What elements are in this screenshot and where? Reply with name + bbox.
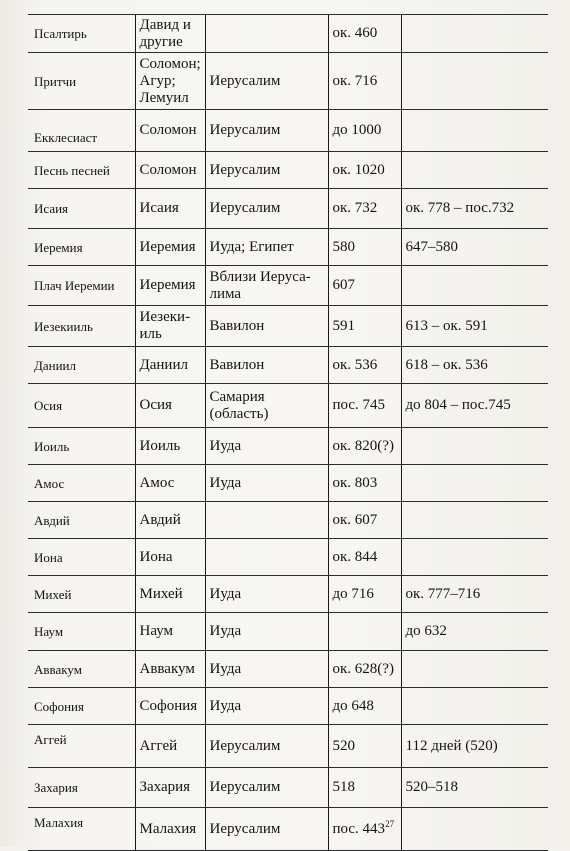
date-span: [401, 152, 548, 189]
place: Иерусалим: [205, 189, 328, 229]
date-written-text: пос. 443: [332, 820, 386, 837]
book-name: Наум: [28, 613, 135, 651]
date-written: [328, 808, 401, 851]
author: Иона: [135, 539, 205, 576]
footnote-ref: 27: [385, 818, 395, 829]
bible-books-table: [28, 14, 548, 851]
author: Соломон; Агур; Лемуил: [135, 53, 205, 110]
date-written: ок. 716: [328, 53, 401, 110]
place: Иерусалим: [205, 725, 328, 768]
table-row: [28, 688, 548, 725]
date-span: [401, 465, 548, 502]
table-row: [28, 229, 548, 266]
author: Аггей: [135, 725, 205, 768]
book-name: Михей: [28, 576, 135, 613]
author: Даниил: [135, 347, 205, 384]
place: Иуда: [205, 651, 328, 688]
author: Осия: [135, 384, 205, 428]
author: Иеремия: [135, 266, 205, 306]
place: Иерусалим: [205, 768, 328, 808]
author: Софония: [135, 688, 205, 725]
date-written: до 648: [328, 688, 401, 725]
date-span: ок. 778 – пос.732: [401, 189, 548, 229]
author: Авдий: [135, 502, 205, 539]
date-written: ок. 536: [328, 347, 401, 384]
place: [205, 539, 328, 576]
book-name: Плач Иеремии: [28, 266, 135, 306]
book-name: Иеремия: [28, 229, 135, 266]
place: Иерусалим: [205, 53, 328, 110]
place: [205, 502, 328, 539]
table-row: [28, 651, 548, 688]
table-row: [28, 110, 548, 152]
place: Вблизи Иеруса-лима: [205, 266, 328, 306]
table-row: [28, 384, 548, 428]
table-row: [28, 725, 548, 768]
book-name: Иона: [28, 539, 135, 576]
date-span: 112 дней (520): [401, 725, 548, 768]
place: Иерусалим: [205, 152, 328, 189]
table-row: [28, 15, 548, 53]
date-span: [401, 110, 548, 152]
date-span: 613 – ок. 591: [401, 306, 548, 347]
place: Вавилон: [205, 347, 328, 384]
place: Иуда: [205, 576, 328, 613]
book-name: Аггей: [28, 725, 135, 768]
date-span: [401, 53, 548, 110]
book-name: Иоиль: [28, 428, 135, 465]
date-written: до 1000: [328, 110, 401, 152]
book-name: Иезекииль: [28, 306, 135, 347]
date-span: 647–580: [401, 229, 548, 266]
table-row: [28, 53, 548, 110]
date-span: [401, 688, 548, 725]
author: Наум: [135, 613, 205, 651]
table-row: [28, 808, 548, 851]
book-name: Исаия: [28, 189, 135, 229]
date-written: 580: [328, 229, 401, 266]
place: Самария (область): [205, 384, 328, 428]
date-span: до 632: [401, 613, 548, 651]
date-written: [328, 613, 401, 651]
table-row: [28, 152, 548, 189]
table-row: [28, 539, 548, 576]
date-written: пос. 745: [328, 384, 401, 428]
author: Аввакум: [135, 651, 205, 688]
book-name: Амос: [28, 465, 135, 502]
author: Захария: [135, 768, 205, 808]
date-span: [401, 651, 548, 688]
table-row: [28, 502, 548, 539]
author: Давид и другие: [135, 15, 205, 53]
date-written: до 716: [328, 576, 401, 613]
table-row: [28, 768, 548, 808]
date-span: [401, 539, 548, 576]
date-written: 520: [328, 725, 401, 768]
author: Соломон: [135, 152, 205, 189]
place: Иерусалим: [205, 808, 328, 851]
table-row: [28, 189, 548, 229]
book-name: Малахия: [28, 808, 135, 851]
place: Иуда; Египет: [205, 229, 328, 266]
table-row: [28, 576, 548, 613]
date-written: 518: [328, 768, 401, 808]
book-name: Песнь песней: [28, 152, 135, 189]
date-span: [401, 502, 548, 539]
date-span: 618 – ок. 536: [401, 347, 548, 384]
table-row: [28, 306, 548, 347]
place: Иуда: [205, 428, 328, 465]
book-name: Даниил: [28, 347, 135, 384]
author: Иеремия: [135, 229, 205, 266]
date-span: [401, 808, 548, 851]
date-written: ок. 820(?): [328, 428, 401, 465]
place: Иерусалим: [205, 110, 328, 152]
date-written: ок. 844: [328, 539, 401, 576]
date-span: [401, 428, 548, 465]
date-written: ок. 732: [328, 189, 401, 229]
date-written: 607: [328, 266, 401, 306]
author: Амос: [135, 465, 205, 502]
table-row: [28, 613, 548, 651]
book-name: Аввакум: [28, 651, 135, 688]
date-written: ок. 803: [328, 465, 401, 502]
date-span: 520–518: [401, 768, 548, 808]
place: Иуда: [205, 465, 328, 502]
book-name: Псалтирь: [28, 15, 135, 53]
author: Соломон: [135, 110, 205, 152]
place: Иуда: [205, 613, 328, 651]
date-span: до 804 – пос.745: [401, 384, 548, 428]
date-span: [401, 266, 548, 306]
place: [205, 15, 328, 53]
book-name: Екклесиаст: [28, 110, 135, 152]
table-row: [28, 465, 548, 502]
date-span: ок. 777–716: [401, 576, 548, 613]
author: Иоиль: [135, 428, 205, 465]
date-written: ок. 607: [328, 502, 401, 539]
table-row: [28, 347, 548, 384]
date-written: ок. 460: [328, 15, 401, 53]
book-name: Захария: [28, 768, 135, 808]
book-name: Софония: [28, 688, 135, 725]
author: Михей: [135, 576, 205, 613]
author: Иезеки-иль: [135, 306, 205, 347]
date-span: [401, 15, 548, 53]
date-written: ок. 1020: [328, 152, 401, 189]
place: Иуда: [205, 688, 328, 725]
table-row: [28, 428, 548, 465]
book-name: Осия: [28, 384, 135, 428]
date-written: 591: [328, 306, 401, 347]
table-row: [28, 266, 548, 306]
author: Малахия: [135, 808, 205, 851]
place: Вавилон: [205, 306, 328, 347]
date-written: ок. 628(?): [328, 651, 401, 688]
book-name: Авдий: [28, 502, 135, 539]
book-name: Притчи: [28, 53, 135, 110]
author: Исаия: [135, 189, 205, 229]
